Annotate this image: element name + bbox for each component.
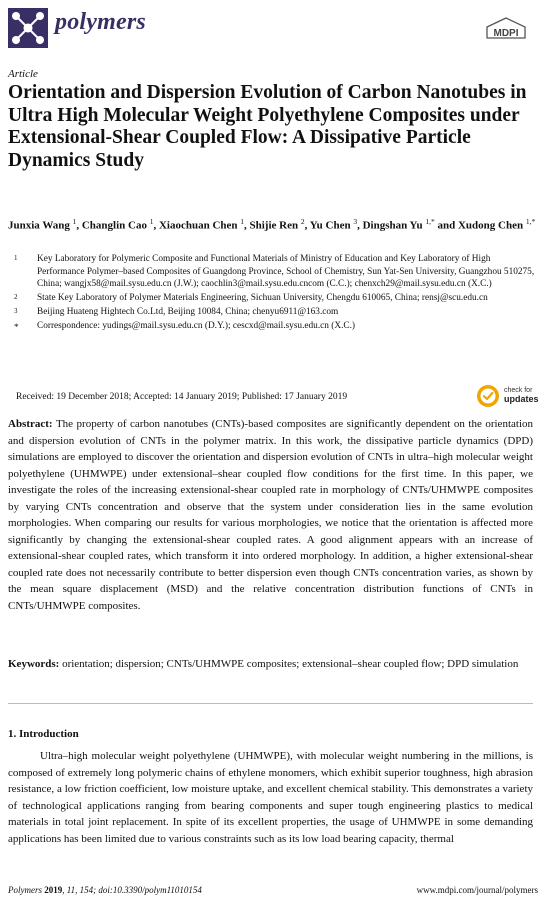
article-title: Orientation and Dispersion Evolution of Carbon Nanotubes in Ultra High Molecular Weight Polyethylene Composites under Extensional-Shear Coupled Flow: A Dissipative Particle Dynamics Study xyxy=(8,82,527,171)
keywords-label: Keywords: xyxy=(8,658,60,670)
author-name: Dingshan Yu xyxy=(362,219,423,232)
affiliation-text: Key Laboratory for Polymeric Composite and Functional Materials of Ministry of Education and Key Laboratory of High Performance Polymer–based Composites of Guangdong Province, School of Chemistry, Sun Yat-Sen University, Guangzhou 510275, China; wangjx58@mail.sysu.edu.cn (J.W.); caochlin3@mail.sysu.edu.cncom (C.C.); chenxch29@mail.sysu.edu.cn (X.C.) xyxy=(37,254,535,290)
affiliation-text: Correspondence: yudings@mail.sysu.edu.cn (D.Y.); cescxd@mail.sysu.edu.cn (X.C.) xyxy=(37,321,356,332)
author-affiliation-mark: 1 xyxy=(149,217,154,226)
affiliation-list xyxy=(8,253,538,335)
publisher-name: MDPI xyxy=(493,28,519,39)
author-affiliation-mark: 3 xyxy=(353,217,358,226)
introduction-heading: 1. Introduction xyxy=(8,728,79,740)
author-affiliation-mark: 1,* xyxy=(425,217,435,226)
affiliation-item xyxy=(8,292,538,305)
author-affiliation-mark: 1,* xyxy=(525,217,536,226)
affiliation-text: Beijing Huateng Hightech Co.Ltd, Beijing 10084, China; chenyu6911@163.com xyxy=(37,307,339,318)
footer-citation xyxy=(8,885,202,895)
keywords-text: orientation; dispersion; CNTs/UHMWPE composites; extensional–shear coupled flow; DPD simulation xyxy=(62,658,519,670)
article-type: Article xyxy=(8,68,38,80)
check-updates-line2: updates xyxy=(504,394,539,404)
affiliation-item xyxy=(8,320,538,333)
abstract-label: Abstract: xyxy=(8,418,53,430)
abstract xyxy=(8,416,533,614)
affiliation-item xyxy=(8,253,538,291)
section-divider xyxy=(8,703,533,704)
check-updates-label xyxy=(504,387,539,403)
footer-year: 2019 xyxy=(44,885,63,895)
affiliation-text: State Key Laboratory of Polymer Materials Engineering, Sichuan University, Chengdu 610065, China; rensj@scu.edu.cn xyxy=(37,293,488,304)
publisher-logo[interactable] xyxy=(483,16,529,38)
affiliation-item xyxy=(8,306,538,319)
author-affiliation-mark: 2 xyxy=(300,217,305,226)
publication-dates: Received: 19 December 2018; Accepted: 14 January 2019; Published: 17 January 2019 xyxy=(16,392,348,402)
author-affiliation-mark: 1 xyxy=(240,217,245,226)
affiliation-mark: 1 xyxy=(14,254,18,262)
footer-url[interactable]: www.mdpi.com/journal/polymers xyxy=(416,885,538,895)
footer-journal: Polymers xyxy=(8,885,42,895)
journal-name[interactable]: polymers xyxy=(55,9,146,35)
author-name: Changlin Cao xyxy=(81,219,147,232)
keywords xyxy=(8,656,533,673)
introduction-text: Ultra–high molecular weight polyethylene (UHMWPE), with molecular weight numbering in the millions, is composed of extremely long polymeric chains of ethylene monomers, which exhibit superior toughness, high abrasion resistance, a low friction coefficient, low moisture uptake, and excellent chemical stability. This demonstrates a variety of technological applications ranging from bearing components and super tough engineering plastics to medical materials in total joint replacement. In spite of its excellent properties, the usage of UHMWPE in some demanding applications has been limited due to various constraints such as its low load bearing capacity, thermal xyxy=(8,750,533,845)
check-updates-line1: check for xyxy=(504,387,533,394)
affiliation-mark: * xyxy=(14,322,19,333)
abstract-text: The property of carbon nanotubes (CNTs)-based composites are significantly dependent on the orientation and dispersion evolution of CNTs in the polymer matrix. In this work, the dissipative particle dynamics (DPD) simulations are employed to discover the orientation and dispersion evolution of CNTs in ultra–high molecular weight polyethylene (UHMWPE) under extensional–shear coupled flow conditions for the first time. In this paper, we investigate the roles of the increasing extensional-shear coupled rate in morphology of CNTs/UHMWPE composites by varying CNTs concentration and observe that the system under consideration lies in the same evolution morphologies. When comparing our results for various morphologies, we notice that the orientation is affected more significantly by changing the extensional-shear coupled rates. A good alignment appears with an increase of extensional-shear coupled rates, which transform it into ordered morphology. In addition, a higher extensional-shear coupled rate does not necessarily contribute to better dispersion even though CNTs concentration varies, as shown by the mean square displacement (MSD) and the relative concentration distribution functions of CNTs in CNTs/UHMWPE composites. xyxy=(8,418,533,612)
check-updates-icon xyxy=(476,384,500,408)
footer-rest: , 11, 154; doi:10.3390/polym11010154 xyxy=(62,885,202,895)
author-name: Junxia Wang xyxy=(8,219,70,232)
author-name: Yu Chen xyxy=(309,219,351,232)
publication-dates-row xyxy=(8,384,543,410)
author-name: Xiaochuan Chen xyxy=(158,219,238,232)
check-for-updates-button[interactable] xyxy=(476,384,546,408)
author-list: Junxia Wang $^1$, Changlin Cao $^1$, Xiaochuan Chen $^1$, Shijie Ren $^2$, Yu Chen $^3$, Dingshan Yu $^{1,*}$ and Xudong Chen $^{1,*}$ xyxy=(8,217,536,232)
affiliation-mark: 3 xyxy=(14,307,18,316)
author-name: Xudong Chen xyxy=(457,219,524,232)
author-name: Shijie Ren xyxy=(249,219,299,232)
journal-logo-icon xyxy=(8,8,48,48)
author-affiliation-mark: 1 xyxy=(72,217,77,226)
affiliation-mark: 2 xyxy=(14,293,18,302)
